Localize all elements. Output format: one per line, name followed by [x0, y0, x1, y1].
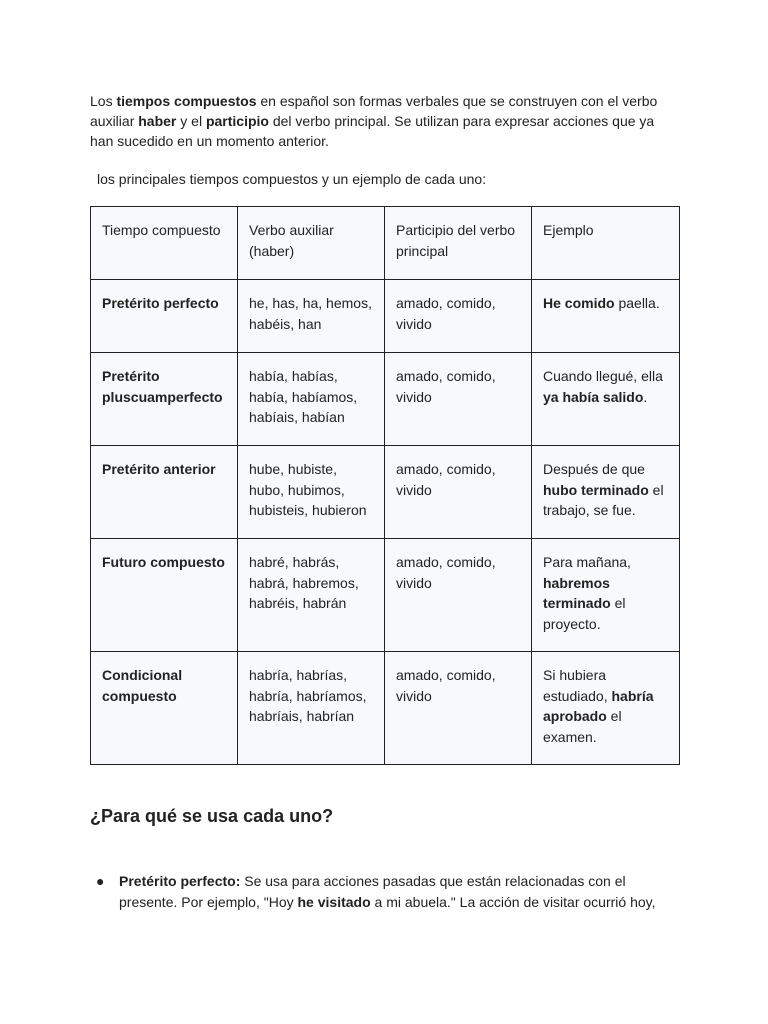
header-cell-tense: Tiempo compuesto [91, 207, 238, 280]
list-item-label: Pretérito perfecto: [119, 873, 241, 889]
example-cell [532, 446, 680, 539]
example-bold-text: habría aprobado [543, 687, 654, 724]
intro-paragraph [90, 91, 680, 151]
auxiliary-cell: habré, habrás, habrá, habremos, habréis, habrán [238, 539, 385, 652]
example-text: paella. [614, 295, 660, 311]
example-text: Para mañana, [543, 554, 631, 570]
example-text: Si hubiera estudiado, [543, 667, 612, 704]
table-row [91, 280, 680, 353]
intro-bold-term: haber [138, 113, 177, 129]
table-lead-text: los principales tiempos compuestos y un ejemplo de cada uno: [97, 171, 487, 187]
example-cell [532, 280, 680, 353]
auxiliary-cell: había, habías, había, habíamos, habíais, habían [238, 353, 385, 446]
auxiliary-cell: he, has, ha, hemos, habéis, han [238, 280, 385, 353]
uses-list [90, 871, 680, 912]
participle-cell: amado, comido, vivido [385, 539, 532, 652]
intro-text: y el [176, 113, 206, 129]
example-cell [532, 353, 680, 446]
header-cell-auxiliary: Verbo auxiliar (haber) [238, 207, 385, 280]
example-bold-text: ya había salido [543, 388, 644, 405]
participle-cell: amado, comido, vivido [385, 353, 532, 446]
auxiliary-cell: hube, hubiste, hubo, hubimos, hubisteis, hubieron [238, 446, 385, 539]
table-header-row [91, 207, 680, 280]
intro-bold-term: participio [205, 113, 269, 129]
example-text: . [643, 388, 648, 405]
header-cell-example: Ejemplo [532, 207, 680, 280]
example-text: Después de que [543, 461, 645, 477]
intro-text: Los [90, 93, 117, 109]
auxiliary-cell: habría, habrías, habría, habríamos, habríais, habrían [238, 652, 385, 765]
example-cell [532, 652, 680, 765]
participle-cell: amado, comido, vivido [385, 446, 532, 539]
tense-cell: Pretérito perfecto [91, 280, 238, 353]
compound-tenses-table [90, 206, 680, 765]
participle-cell: amado, comido, vivido [385, 280, 532, 353]
section-heading: ¿Para qué se usa cada uno? [90, 806, 334, 826]
example-text: el trabajo, se fue. [543, 481, 664, 518]
table-row [91, 353, 680, 446]
table-row [91, 539, 680, 652]
example-text: Cuando llegué, ella [543, 368, 663, 384]
example-bold-text: He comido [543, 295, 615, 311]
list-item-bold-text: he visitado [297, 893, 371, 910]
list-item-text: a mi abuela." La acción de visitar ocurrió hoy, [370, 893, 656, 910]
example-bold-text: habremos terminado [543, 574, 611, 611]
header-cell-participle: Participio del verbo principal [385, 207, 532, 280]
table-row [91, 446, 680, 539]
intro-text: en español son formas verbales que se construyen con el verbo auxiliar [90, 93, 658, 129]
tense-cell: Futuro compuesto [91, 539, 238, 652]
participle-cell: amado, comido, vivido [385, 652, 532, 765]
example-text: el examen. [543, 708, 622, 745]
list-item [90, 871, 680, 912]
tense-cell: Pretérito pluscuamperfecto [91, 353, 238, 446]
intro-text: del verbo principal. Se utilizan para expresar acciones que ya han sucedido en un momento anterior. [90, 113, 655, 149]
table-row [91, 652, 680, 765]
intro-bold-term: tiempos compuestos [116, 93, 257, 109]
example-bold-text: hubo terminado [543, 481, 649, 498]
example-text: el proyecto. [543, 595, 626, 632]
example-cell [532, 539, 680, 652]
tense-cell: Pretérito anterior [91, 446, 238, 539]
tense-cell: Condicional compuesto [91, 652, 238, 765]
list-item-text: Se usa para acciones pasadas que están relacionadas con el presente. Por ejemplo, "Hoy [119, 873, 626, 910]
bullet-icon: ● [96, 873, 105, 889]
